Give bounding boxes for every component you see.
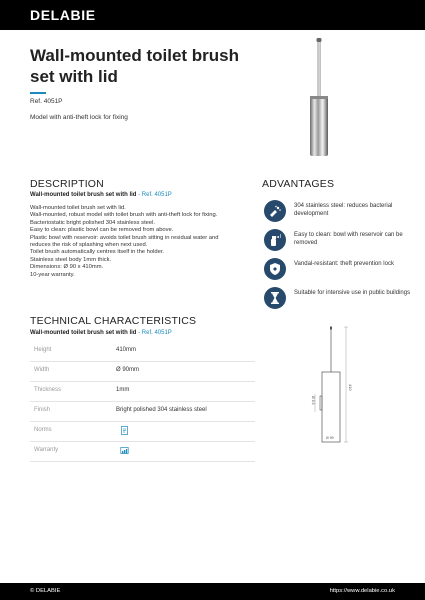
description-body <box>30 205 250 279</box>
row-label: Width <box>34 367 50 373</box>
product-ref: Ref. 4051P <box>30 98 63 105</box>
footer-copyright: © DELABIE <box>30 588 61 594</box>
advantage-text: Suitable for intensive use in public buildings <box>294 290 411 296</box>
advantages-heading: ADVANTAGES <box>262 178 335 190</box>
description-line: Wall-mounted, robust model with toilet brush with anti-theft lock for fixing. <box>30 212 218 219</box>
table-row <box>30 362 255 382</box>
technical-drawing <box>300 326 360 444</box>
row-label: Finish <box>34 407 51 413</box>
technical-subheading <box>30 330 172 336</box>
row-label: Height <box>34 347 52 353</box>
description-sub-ref: - Ref. 4051P <box>138 192 172 198</box>
description-sub-name: Wall-mounted toilet brush set with lid <box>30 192 137 198</box>
description-subheading <box>30 192 172 198</box>
row-label: Thickness <box>34 387 62 393</box>
description-line: Stainless steel body 1mm thick. <box>30 256 112 263</box>
product-title: Wall-mounted toilet brush set with lid <box>30 46 240 86</box>
table-row <box>30 402 255 422</box>
technical-sub-name: Wall-mounted toilet brush set with lid <box>30 330 137 336</box>
table-row <box>30 342 255 362</box>
row-label: Norms <box>34 427 52 433</box>
description-line: reduces the risk of splashing when next used. <box>30 242 148 249</box>
description-line: 10-year warranty. <box>30 271 75 278</box>
advantage-item <box>264 287 414 311</box>
technical-heading: TECHNICAL CHARACTERISTICS <box>30 315 197 327</box>
height-dimension: 410 <box>348 384 353 391</box>
advantage-text: Vandal-resistant: theft prevention lock <box>294 261 394 267</box>
advantage-text: 304 stainless steel: reduces bacterial development <box>294 203 393 217</box>
table-row <box>30 442 255 462</box>
model-note: Model with anti-theft lock for fixing <box>30 114 128 121</box>
footer-bar <box>0 583 425 600</box>
top-bar <box>0 0 425 30</box>
technical-sub-ref: - Ref. 4051P <box>138 330 172 336</box>
table-row <box>30 422 255 442</box>
advantage-item <box>264 229 414 253</box>
title-underline <box>30 92 46 94</box>
side-dimension: Ø 8,5 <box>311 396 315 405</box>
row-value: 1mm <box>116 387 130 393</box>
row-value: Bright polished 304 stainless steel <box>116 407 207 413</box>
cleaning-spray-icon <box>264 229 286 251</box>
description-line: Dimensions: Ø 90 x 410mm. <box>30 264 104 271</box>
warranty-certificate-icon[interactable] <box>120 446 129 455</box>
advantage-text: Easy to clean: bowl with reservoir can be removed <box>294 232 403 246</box>
width-dimension: Ø 99 <box>326 436 334 440</box>
table-row <box>30 382 255 402</box>
row-label: Warranty <box>34 447 59 453</box>
brand-logo[interactable]: DELABIE <box>30 7 96 23</box>
advantage-item <box>264 200 414 224</box>
norms-document-icon[interactable] <box>120 426 129 435</box>
description-line: Wall-mounted toilet brush set with lid. <box>30 205 126 211</box>
advantage-item <box>264 258 414 282</box>
hourglass-icon <box>264 287 286 309</box>
row-value: Ø 90mm <box>116 367 140 373</box>
description-line: Plastic bowl with reservoir: avoids toilet brush sitting in residual water and <box>30 234 219 241</box>
shield-vandal-icon <box>264 258 286 280</box>
description-heading: DESCRIPTION <box>30 178 104 190</box>
description-line: Toilet brush automatically centres itself in the holder. <box>30 249 165 256</box>
product-image <box>302 38 336 158</box>
technical-table <box>30 342 255 462</box>
bacteria-spray-icon <box>264 200 286 222</box>
description-line: Bacteriostatic bright polished 304 stainless steel. <box>30 219 156 226</box>
footer-website-link[interactable]: https://www.delabie.co.uk <box>329 588 395 594</box>
row-value: 410mm <box>116 347 137 353</box>
description-line: Easy to clean: plastic bowl can be removed from above. <box>30 227 174 234</box>
